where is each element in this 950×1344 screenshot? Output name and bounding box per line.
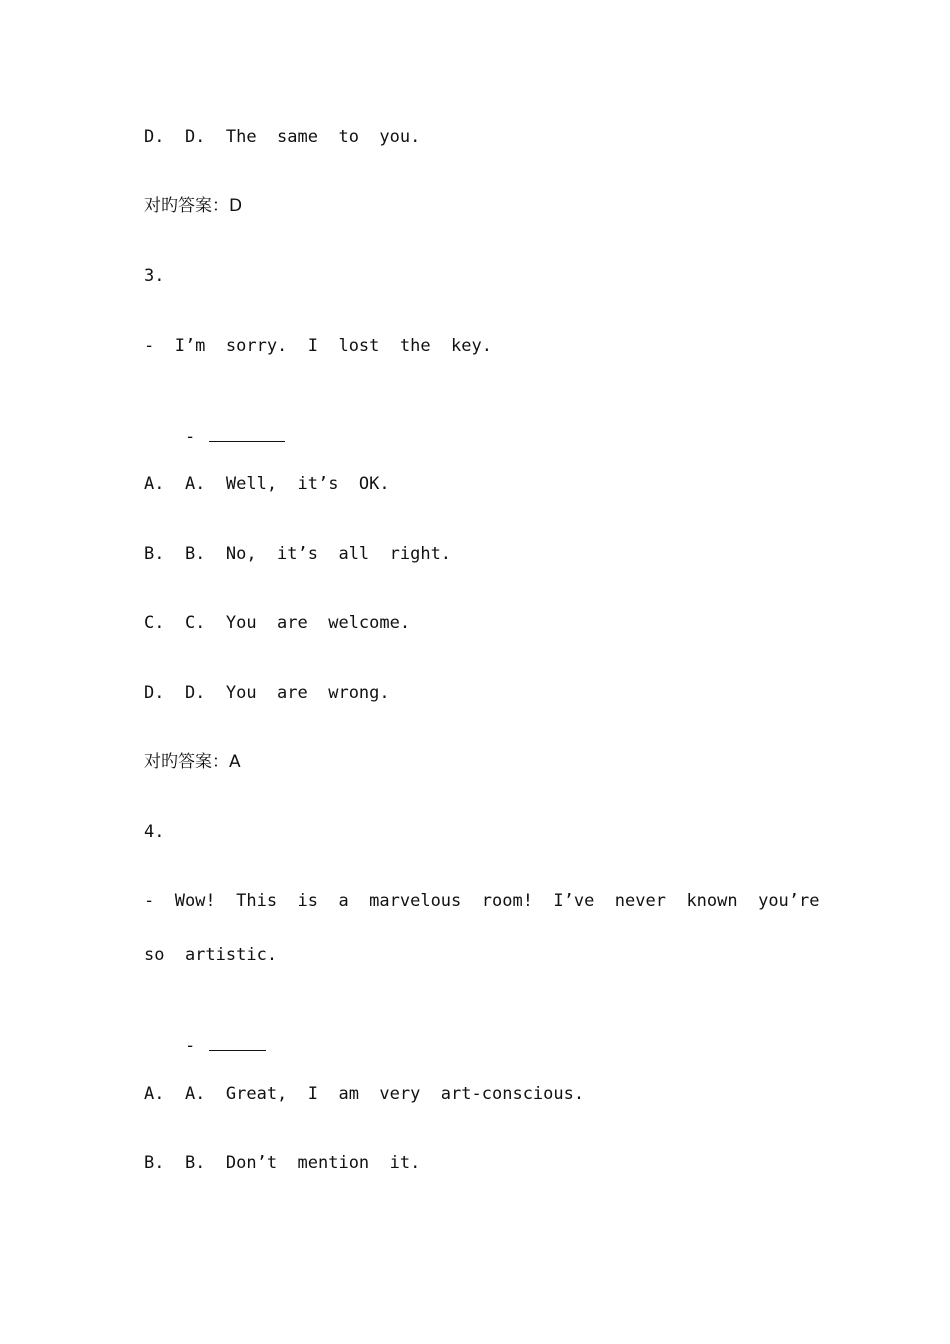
q4-number: 4.: [144, 822, 165, 842]
q4-prompt-line-2: so artistic.: [144, 945, 278, 965]
q4-option-a: A. A. Great, I am very art-conscious.: [144, 1084, 585, 1104]
q3-answer-blank: [209, 429, 285, 442]
q3-reply-dash: -: [184, 427, 196, 447]
q3-number: 3.: [144, 266, 165, 286]
q3-option-c: C. C. You are welcome.: [144, 613, 411, 633]
q4-option-b: B. B. Don’t mention it.: [144, 1153, 421, 1173]
q3-correct-answer: 对旳答案：A: [144, 752, 241, 772]
q2-correct-answer: 对旳答案：D: [144, 196, 243, 216]
q3-option-b: B. B. No, it’s all right.: [144, 544, 452, 564]
q3-prompt: - I’m sorry. I lost the key.: [144, 336, 492, 356]
q4-prompt-line-1: - Wow! This is a marvelous room! I’ve never known you’re: [144, 891, 820, 911]
q3-option-d: D. D. You are wrong.: [144, 683, 390, 703]
q2-option-d: D. D. The same to you.: [144, 127, 421, 147]
q3-option-a: A. A. Well, it’s OK.: [144, 474, 390, 494]
q4-reply-line: [144, 1013, 266, 1079]
q4-answer-blank: [209, 1038, 266, 1051]
q4-reply-dash: -: [184, 1036, 196, 1056]
q3-reply-line: [144, 404, 285, 470]
